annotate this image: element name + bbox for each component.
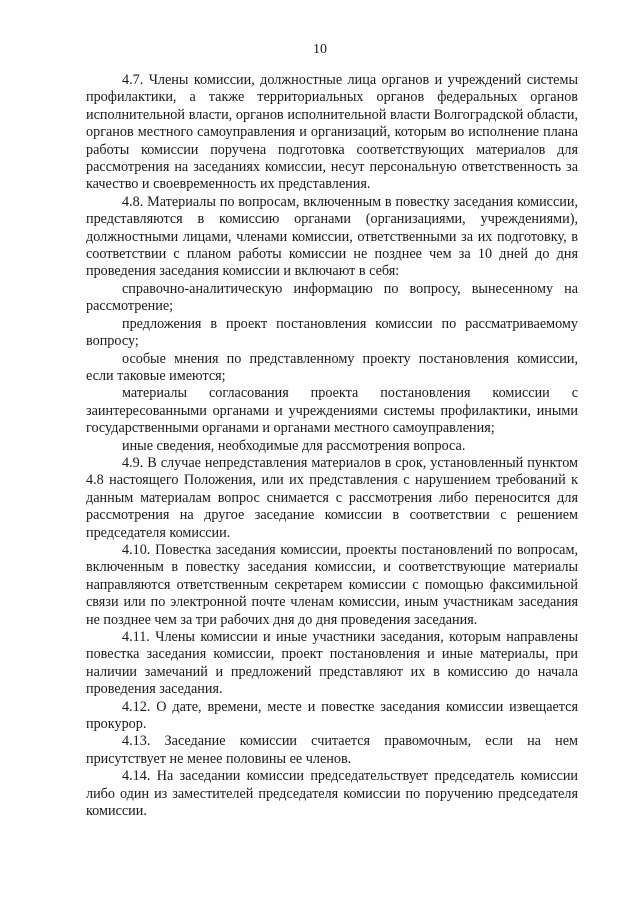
list-item-proposals: предложения в проект постановления комиссии по рассматриваемому вопросу; — [86, 315, 578, 350]
list-item-approval-materials: материалы согласования проекта постановления комиссии с заинтересованными органами и учреждениями системы профилактики, иными государственными органами и органами местного самоуправления; — [86, 385, 578, 437]
list-item-analytic-info: справочно-аналитическую информацию по вопросу, вынесенному на рассмотрение; — [86, 280, 578, 315]
paragraph-4-12: 4.12. О дате, времени, месте и повестке заседания комиссии извещается прокурор. — [86, 698, 578, 733]
paragraph-4-8: 4.8. Материалы по вопросам, включенным в повестку заседания комиссии, представляются в комиссию органами (организациями, учреждениями), должностными лицами, членами комиссии, ответственными за их подготовку, в соответствии с планом работы комиссии не позднее чем за 10 дней до дня проведения заседания комиссии и включают в себя: — [86, 193, 578, 280]
page-number: 10 — [313, 42, 327, 57]
paragraph-4-11: 4.11. Члены комиссии и иные участники заседания, которым направлены повестка заседания комиссии, проект постановления и иные материалы, при наличии замечаний и предложений представляют их в комиссию до начала проведения заседания. — [86, 629, 578, 698]
document-body — [86, 72, 578, 820]
paragraph-4-7: 4.7. Члены комиссии, должностные лица органов и учреждений системы профилактики, а также территориальных органов федеральных органов исполнительной власти, органов исполнительной власти Волгоградской области, органов местного самоуправления и организаций, которым во исполнение плана работы комиссии поручена подготовка соответствующих материалов для рассмотрения на заседаниях комиссии, несут персональную ответственность за качество и своевременность их представления. — [86, 72, 578, 193]
paragraph-4-13: 4.13. Заседание комиссии считается правомочным, если на нем присутствует не менее половины ее членов. — [86, 733, 578, 767]
paragraph-4-9: 4.9. В случае непредставления материалов в срок, установленный пунктом 4.8 настоящего Положения, или их представления с нарушением требований к данным материалам вопрос снимается с рассмотрения либо переносится для рассмотрения на другое заседание комиссии в соответствии с решением председателя комиссии. — [86, 454, 578, 541]
paragraph-4-10: 4.10. Повестка заседания комиссии, проекты постановлений по вопросам, включенным в повестку заседания комиссии, и соответствующие материалы направляются ответственным секретарем комиссии с помощью факсимильной связи или по электронной почте членам комиссии, иным участникам заседания не позднее чем за три рабочих дня до дня проведения заседания. — [86, 541, 578, 628]
list-item-special-opinions: особые мнения по представленному проекту постановления комиссии, если таковые имеются; — [86, 350, 578, 384]
paragraph-4-14: 4.14. На заседании комиссии председательствует председатель комиссии либо один из заместителей председателя комиссии по поручению председателя комиссии. — [86, 768, 578, 820]
list-item-other-info: иные сведения, необходимые для рассмотрения вопроса. — [122, 437, 466, 454]
